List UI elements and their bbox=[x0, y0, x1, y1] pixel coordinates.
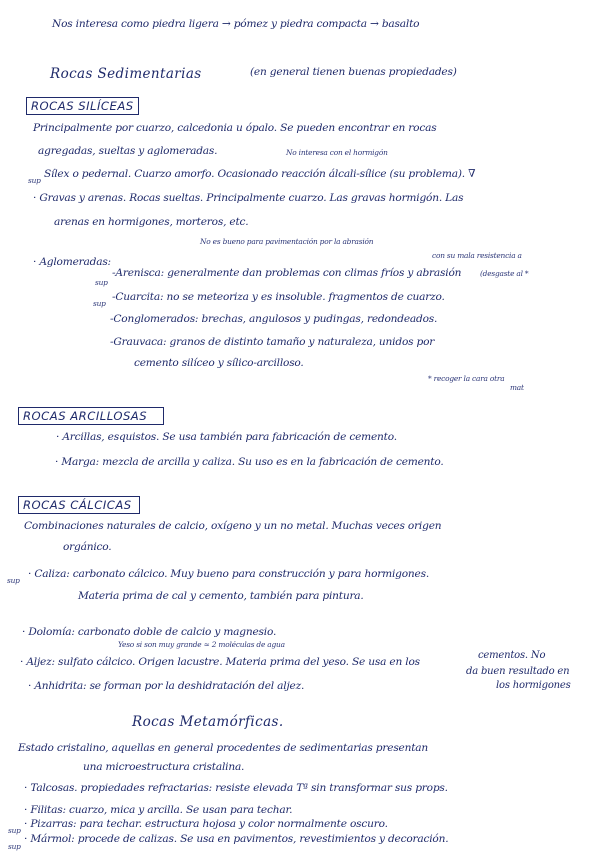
item-anhidrita: · Anhidrita: se forman por la deshidratación del aljez. bbox=[28, 680, 305, 692]
siliceas-intro-1: Principalmente por cuarzo, calcedonia u ópalo. Se pueden encontrar en rocas bbox=[33, 122, 437, 134]
item-pizarras: · Pizarras: para techar. estructura hojosa y color normalmente oscuro. bbox=[24, 818, 388, 830]
metamorficas-intro-2: una microestructura cristalina. bbox=[83, 761, 245, 773]
mark-cuarcita: sup bbox=[93, 299, 106, 308]
calcicas-intro-1: Combinaciones naturales de calcio, oxígeno y un no metal. Muchas veces origen bbox=[24, 520, 442, 532]
note-agua: Yeso si son muy grande ≈ 2 moléculas de agua bbox=[118, 640, 285, 649]
mark-pizarras: sup bbox=[8, 826, 21, 835]
item-silex: Sílex o pedernal. Cuarzo amorfo. Ocasionado reacción álcali-sílice (su problema). ∇ bbox=[44, 168, 476, 180]
note-cementos: cementos. No bbox=[478, 650, 546, 661]
note-mat: mat bbox=[510, 383, 524, 392]
item-conglomerados: -Conglomerados: brechas, angulosos y pudingas, redondeados. bbox=[110, 313, 438, 325]
item-aljez: · Aljez: sulfato cálcico. Origen lacustre. Materia prima del yeso. Se usa en los bbox=[20, 656, 420, 668]
item-marmol: · Mármol: procede de calizas. Se usa en pavimentos, revestimientos y decoración. bbox=[24, 833, 449, 845]
section-note-sedimentarias: (en general tienen buenas propiedades) bbox=[250, 66, 457, 78]
item-grauvaca-2: cemento silíceo y sílico-arcilloso. bbox=[134, 357, 304, 369]
item-dolomia: · Dolomía: carbonato doble de calcio y magnesio. bbox=[22, 626, 277, 638]
item-gravas-1: · Gravas y arenas. Rocas sueltas. Principalmente cuarzo. Las gravas hormigón. Las bbox=[33, 192, 464, 204]
mark-arenisca: sup bbox=[95, 278, 108, 287]
box-rocas-arcillosas: ROCAS ARCILLOSAS bbox=[18, 407, 164, 425]
item-arenisca: -Arenisca: generalmente dan problemas con climas fríos y abrasión bbox=[112, 267, 462, 279]
item-arcillas: · Arcillas, esquistos. Se usa también para fabricación de cemento. bbox=[56, 431, 397, 443]
intro-line: Nos interesa como piedra ligera → pómez y piedra compacta → basalto bbox=[52, 18, 420, 30]
mark-silex: sup bbox=[28, 176, 41, 185]
section-title-metamorficas: Rocas Metamórficas. bbox=[132, 714, 284, 730]
item-filitas: · Filitas: cuarzo, mica y arcilla. Se usan para techar. bbox=[24, 804, 293, 816]
item-grauvaca-1: -Grauvaca: granos de distinto tamaño y naturaleza, unidos por bbox=[110, 336, 435, 348]
note-pavimentacion: No es bueno para pavimentación por la abrasión bbox=[200, 237, 374, 246]
calcicas-intro-2: orgánico. bbox=[63, 541, 112, 553]
note-desgaste: (desgaste al * bbox=[480, 269, 529, 278]
section-title-sedimentarias: Rocas Sedimentarias bbox=[50, 66, 202, 82]
note-resistencia: con su mala resistencia a bbox=[432, 251, 522, 260]
item-gravas-2: arenas en hormigones, morteros, etc. bbox=[54, 216, 249, 228]
note-hormigones: los hormigones bbox=[496, 680, 571, 691]
note-buen-resultado: da buen resultado en bbox=[466, 666, 570, 677]
siliceas-intro-2: agregadas, sueltas y aglomeradas. bbox=[38, 145, 218, 157]
metamorficas-intro-1: Estado cristalino, aquellas en general procedentes de sedimentarias presentan bbox=[18, 742, 429, 754]
mark-marmol: sup bbox=[8, 842, 21, 851]
box-rocas-calcicas: ROCAS CÁLCICAS bbox=[18, 496, 140, 514]
item-talcosas: · Talcosas. propiedades refractarias: resiste elevada Tª sin transformar sus props. bbox=[24, 782, 448, 794]
item-marga: · Marga: mezcla de arcilla y caliza. Su uso es en la fabricación de cemento. bbox=[55, 456, 444, 468]
item-caliza-2: Materia prima de cal y cemento, también para pintura. bbox=[78, 590, 364, 602]
box-rocas-siliceas: ROCAS SILÍCEAS bbox=[26, 97, 139, 115]
item-cuarcita: -Cuarcita: no se meteoriza y es insoluble. fragmentos de cuarzo. bbox=[112, 291, 445, 303]
item-aglomeradas: · Aglomeradas: bbox=[33, 256, 111, 268]
note-hormigon: No interesa con el hormigón bbox=[286, 148, 388, 157]
item-caliza-1: · Caliza: carbonato cálcico. Muy bueno para construcción y para hormigones. bbox=[28, 568, 429, 580]
note-recoger: * recoger la cara otra bbox=[428, 374, 505, 383]
mark-caliza: sup bbox=[7, 576, 20, 585]
